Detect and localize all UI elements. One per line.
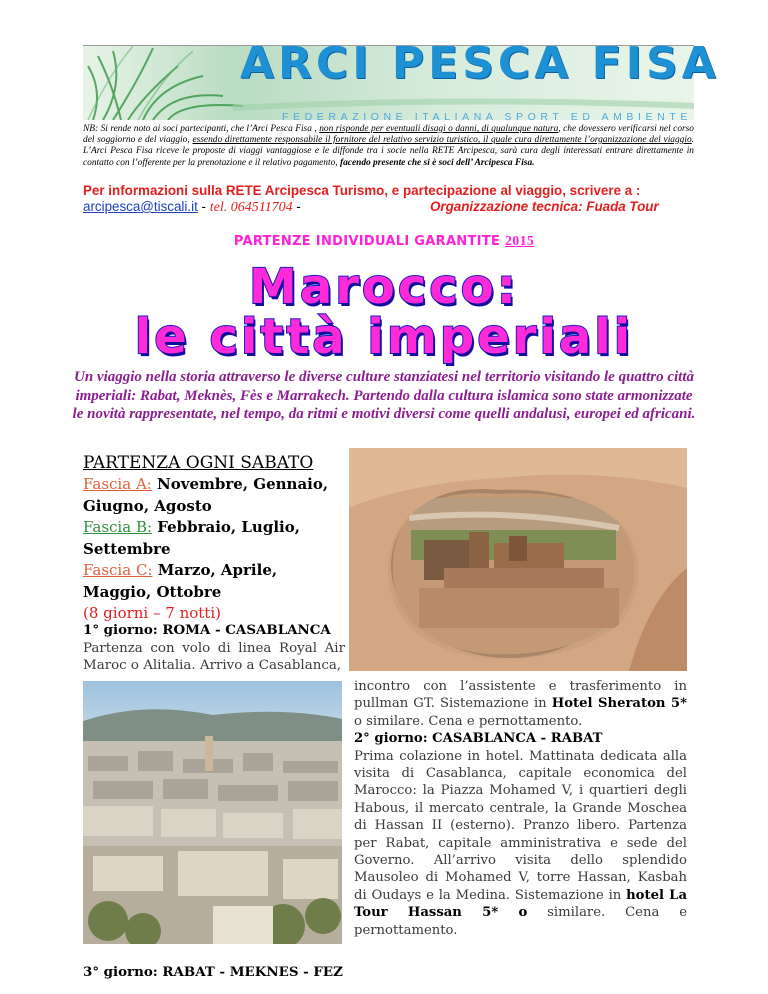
day-2-title: 2° giorno: CASABLANCA - RABAT bbox=[354, 731, 603, 747]
kasbah-photo bbox=[349, 448, 687, 671]
departures-title: PARTENZA OGNI SABATO bbox=[83, 453, 314, 473]
day-1-hotel: Hotel Sheraton 5* bbox=[551, 696, 687, 712]
fascia-b: Fascia B: Febbraio, Luglio, Settembre bbox=[83, 518, 300, 558]
tech-organization: Organizzazione tecnica: Fuada Tour bbox=[430, 199, 659, 214]
email-link[interactable]: arcipesca@tiscali.it bbox=[83, 199, 198, 214]
headline-line-2: le città imperiali bbox=[134, 309, 634, 365]
itinerary-text: incontro con l’assistente e trasferimento in pullman GT. Sistemazione in Hotel Sheraton 5* o similare. Cena e pernottamento. 2° giorno: CASABLANCA - RABAT Prima colazione in hotel. Mattinata dedicata alla visita di Casablanca, capitale economica del Marocco: la Piazza Mohamed V, i quartieri degli Habous, il mercato centrale, la Grande Moschea di Hassan II (esterno). Pranzo libero. Partenza per Rabat, capitale amministrativa e sede del Governo. All’arrivo visita dello splendido Mausoleo di Mohamed V, torre Hassan, Kasbah di Oudays e la Medina. Sistemazione in hotel La Tour Hassan 5* o similare. Cena e pernottamento. bbox=[354, 679, 688, 938]
trip-duration: (8 giorni – 7 notti) bbox=[83, 604, 221, 622]
phone-number: tel. 064511704 bbox=[209, 200, 293, 215]
fascia-a: Fascia A: Novembre, Gennaio, Giugno, Agosto bbox=[83, 475, 329, 515]
contact-line: arcipesca@tiscali.it - tel. 064511704 - Organizzazione tecnica: Fuada Tour bbox=[83, 199, 659, 215]
day-2-hotel: hotel La Tour Hassan 5* o bbox=[354, 887, 687, 921]
intro-paragraph: Un viaggio nella storia attraverso le diverse culture stanziatesi nel territorio visitando le quattro città imperiali: Rabat, Meknès, Fès e Marrakech. Partendo dalla cultura islamica sono state armonizzate le novità rappresentate, nel tempo, da ritmi e motivi diversi come quelli andalusi, europei ed africani. bbox=[72, 369, 696, 423]
disclaimer-note: NB: Si rende noto ai soci partecipanti, che l’Arci Pesca Fisa , non risponde per eventuali disagi o danni, di qualunque natura, che dovessero verificarsi nel corso del soggiorno e del viaggio, essendo direttamente responsabile il fornitore del relativo servizio turistico, il quale cura direttamente l’organizzazione del viaggio. L’Arci Pesca Fisa riceve le proposte di viaggi vantaggiose e le diffonde tra i socie nella RETE Arcipesca, sarà cura degli interessati entrare direttamente in contatto con l’offerente per la prenotazione e il relativo pagamento, facendo presente che si è soci dell’ Arcipesca Fisa. bbox=[83, 124, 694, 168]
logo-subtitle: FEDERAZIONE ITALIANA SPORT ED AMBIENTE bbox=[282, 111, 692, 123]
main-headline bbox=[0, 259, 768, 365]
day-1-text: Partenza con volo di linea Royal Air Maroc o Alitalia. Arrivo a Casablanca, bbox=[83, 640, 345, 673]
day-1-block bbox=[83, 622, 345, 675]
fez-photo bbox=[83, 681, 342, 944]
day-1-title: 1° giorno: ROMA - CASABLANCA bbox=[83, 622, 331, 638]
logo-title: ARCI PESCA FISA bbox=[240, 38, 720, 89]
departures-block bbox=[83, 452, 345, 625]
headline-line-1: Marocco: bbox=[249, 259, 519, 315]
fascia-c: Fascia C: Marzo, Aprile, Maggio, Ottobre bbox=[83, 561, 278, 601]
departures-banner: PARTENZE INDIVIDUALI GARANTITE 2015 bbox=[233, 234, 535, 249]
info-line: Per informazioni sulla RETE Arcipesca Turismo, e partecipazione al viaggio, scrivere a : bbox=[83, 183, 641, 198]
day-3-title: 3° giorno: RABAT - MEKNES - FEZ bbox=[83, 964, 343, 980]
